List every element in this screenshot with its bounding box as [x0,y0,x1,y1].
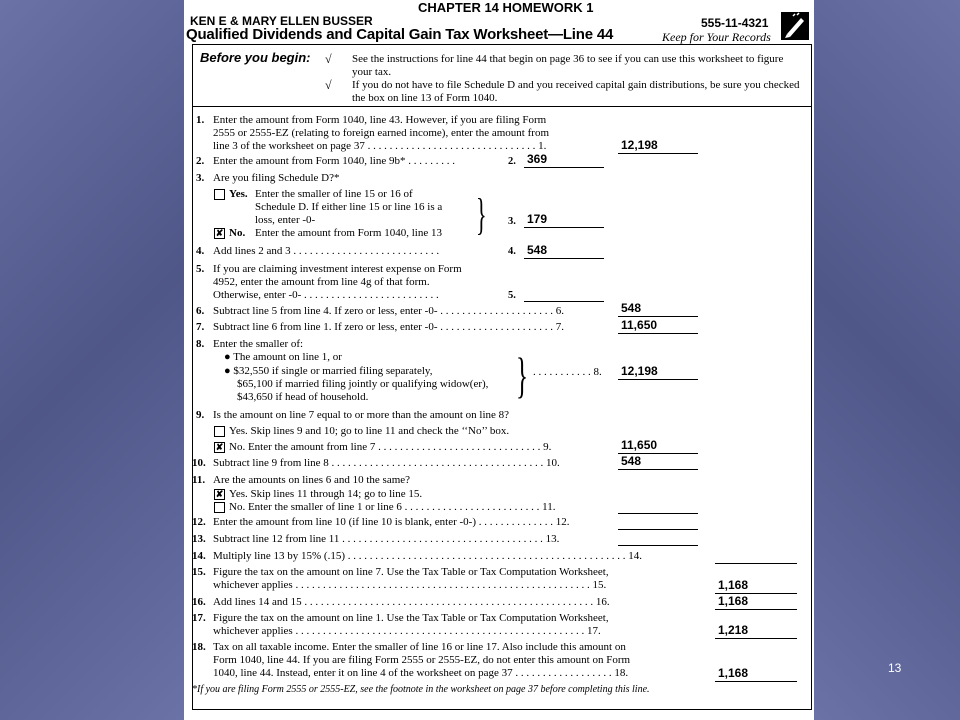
line-number: 9. [196,409,205,421]
line-15-amount[interactable]: 1,168 [715,578,797,594]
line-9-no-text: No. Enter the amount from line 7 . . . . . . . . . . . . . . . . . . . . . . . . . . . . . . 9. [229,441,552,453]
line-15-text: Figure the tax on the amount on line 7. Use the Tax Table or Tax Computation Worksheet, [213,566,609,578]
line-number: 16. [192,596,206,608]
footnote: *If you are filing Form 2555 or 2555-EZ, see the footnote in the worksheet on page 37 before completing this line. [192,684,650,695]
slide-number: 13 [888,661,902,675]
line-18-text: Form 1040, line 44. If you are filing Form 2555 or 2555-EZ, do not enter this amount on Form [213,654,631,666]
line-number: 3. [196,172,205,184]
line-9-text: Is the amount on line 7 equal to or more than the amount on line 8? [213,409,510,421]
line-3-text: Are you filing Schedule D?* [213,172,340,184]
line-8-brace: } [516,347,528,403]
line-1-text: 2555 or 2555-EZ (relating to foreign earned income), enter the amount from [213,127,549,139]
line-11-amount[interactable] [618,498,698,514]
keep-for-records: Keep for Your Records [662,30,771,44]
line-5-amount[interactable] [524,286,604,302]
line-14-text: Multiply line 13 by 15% (.15) . . . . . . . . . . . . . . . . . . . . . . . . . . . . . . . . . . . . . . . . . . . . . . . . . . . 14. [213,550,642,562]
line-13-amount[interactable] [618,530,698,546]
line-18-amount[interactable]: 1,168 [715,666,797,682]
line-1-text: line 3 of the worksheet on page 37 . . . . . . . . . . . . . . . . . . . . . . . . . . . . . . . 1. [213,140,547,152]
line-2-text: Enter the amount from Form 1040, line 9b* . . . . . . . . . [213,155,455,167]
line-number: 8. [196,338,205,350]
line-9-yes-text: Yes. Skip lines 9 and 10; go to line 11 and check the ‘‘No’’ box. [229,425,510,437]
line-17-text: whichever applies . . . . . . . . . . . . . . . . . . . . . . . . . . . . . . . . . . . . . . . . . . . . . . . . . . . . . 17. [213,625,601,637]
line-5-text: Otherwise, enter -0- . . . . . . . . . . . . . . . . . . . . . . . . . [213,289,439,301]
line-12-text: Enter the amount from line 10 (if line 10 is blank, enter -0-) . . . . . . . . . . . . . . 12. [213,516,570,528]
line-1-text: Enter the amount from Form 1040, line 43. However, if you are filing Form [213,114,547,126]
line-9-yes-checkbox[interactable] [214,426,225,437]
line-11-no-text: No. Enter the smaller of line 1 or line 6 . . . . . . . . . . . . . . . . . . . . . . . . . 11. [229,501,556,513]
before-you-begin-label: Before you begin: [200,50,311,65]
line-3-no-label: No. [229,227,246,239]
line-3-yes-checkbox[interactable] [214,189,225,200]
line-number: 15. [192,566,206,578]
line-1-amount[interactable]: 12,198 [618,138,698,154]
line-8-option: ● The amount on line 1, or [224,351,342,363]
line-number: 2. [196,155,205,167]
line-3-brace: } [476,190,487,239]
line-8-option: $43,650 if head of household. [237,391,369,403]
line-3-yes-text: Schedule D. If either line 15 or line 16 is a [255,201,443,213]
line-number: 11. [192,474,206,486]
line-14-amount[interactable] [715,548,797,564]
line-11-no-checkbox[interactable] [214,502,225,513]
line-3-amount[interactable]: 179 [524,212,604,228]
line-number: 6. [196,305,205,317]
line-2-amount[interactable]: 369 [524,152,604,168]
line-6-text: Subtract line 5 from line 4. If zero or less, enter -0- . . . . . . . . . . . . . . . . . . . . . 6. [213,305,565,317]
line-number: 1. [196,114,205,126]
line-3-yes-text: loss, enter -0- [255,214,316,226]
line-4-amount[interactable]: 548 [524,243,604,259]
line-8-dots: . . . . . . . . . . . 8. [533,366,602,378]
line-3-yes-text: Enter the smaller of line 15 or 16 of [255,188,413,200]
line-15-text: whichever applies . . . . . . . . . . . . . . . . . . . . . . . . . . . . . . . . . . . . . . . . . . . . . . . . . . . . . . 15. [213,579,607,591]
line-3-yes-label: Yes. [229,188,248,200]
line-number: 7. [196,321,205,333]
line-18-text: 1040, line 44. Instead, enter it on line 4 of the worksheet on page 37 . . . . . . . . . . . . . . . . . . 18. [213,667,629,679]
line-3-no-text: Enter the amount from Form 1040, line 13 [255,227,442,239]
divider [192,106,812,107]
line-5-text: 4952, enter the amount from line 4g of that form. [213,276,430,288]
line-8-text: Enter the smaller of: [213,338,304,350]
line-9-no-checkbox[interactable]: ✘ [215,442,224,452]
line-17-amount[interactable]: 1,218 [715,623,797,639]
line-number: 10. [192,457,206,469]
line-number: 12. [192,516,206,528]
before-item-1: See the instructions for line 44 that begin on page 36 to see if you can use this worksheet to figure your tax. [352,53,784,78]
line-16-amount[interactable]: 1,168 [715,594,797,610]
line-11-yes-checkbox[interactable]: ✘ [215,489,224,499]
taxpayer-names: KEN E & MARY ELLEN BUSSER [190,14,373,28]
line-12-amount[interactable] [618,514,698,530]
line-9-amount[interactable]: 11,650 [618,438,698,454]
line-number: 5. [196,263,205,275]
line-11-yes-text: Yes. Skip lines 11 through 14; go to line 15. [229,488,423,500]
line-3-label: 3. [508,216,516,227]
line-7-text: Subtract line 6 from line 1. If zero or less, enter -0- . . . . . . . . . . . . . . . . . . . . . 7. [213,321,565,333]
line-8-option: ● $32,550 if single or married filing separately, [224,365,433,377]
line-number: 14. [192,550,206,562]
line-number: 18. [192,641,206,653]
check-mark-1: √ [325,52,332,66]
check-mark-2: √ [325,78,332,92]
line-4-text: Add lines 2 and 3 . . . . . . . . . . . . . . . . . . . . . . . . . . . [213,245,440,257]
line-7-amount[interactable]: 11,650 [618,318,698,334]
line-17-text: Figure the tax on the amount on line 1. Use the Tax Table or Tax Computation Worksheet, [213,612,609,624]
line-8-amount[interactable]: 12,198 [618,364,698,380]
line-6-amount[interactable]: 548 [618,301,698,317]
line-10-amount[interactable]: 548 [618,454,698,470]
line-number: 17. [192,612,206,624]
worksheet-title: Qualified Dividends and Capital Gain Tax Worksheet—Line 44 [186,26,614,43]
taxpayer-ssn: 555-11-4321 [701,16,769,30]
line-5-text: If you are claiming investment interest expense on Form [213,263,462,275]
line-number: 13. [192,533,206,545]
line-2-label: 2. [508,156,516,167]
line-8-option: $65,100 if married filing jointly or qualifying widow(er), [237,378,489,390]
line-number: 4. [196,245,205,257]
line-3-no-checkbox[interactable]: ✘ [215,228,224,238]
line-4-label: 4. [508,246,516,257]
line-16-text: Add lines 14 and 15 . . . . . . . . . . . . . . . . . . . . . . . . . . . . . . . . . . . . . . . . . . . . . . . . . . . . . 16. [213,596,610,608]
pencil-logo-icon [781,12,809,40]
line-18-text: Tax on all taxable income. Enter the smaller of line 16 or line 17. Also include this amount on [213,641,626,653]
before-item-2: If you do not have to file Schedule D and you received capital gain distributions, be sure you checked the box on line 13 of Form 1040. [352,79,800,104]
worksheet-page [184,0,814,720]
line-5-label: 5. [508,290,516,301]
line-11-text: Are the amounts on lines 6 and 10 the same? [213,474,411,486]
homework-title: CHAPTER 14 HOMEWORK 1 [418,0,594,15]
line-10-text: Subtract line 9 from line 8 . . . . . . . . . . . . . . . . . . . . . . . . . . . . . . . . . . . . . . . 10. [213,457,560,469]
line-13-text: Subtract line 12 from line 11 . . . . . . . . . . . . . . . . . . . . . . . . . . . . . . . . . . . . . 13. [213,533,560,545]
